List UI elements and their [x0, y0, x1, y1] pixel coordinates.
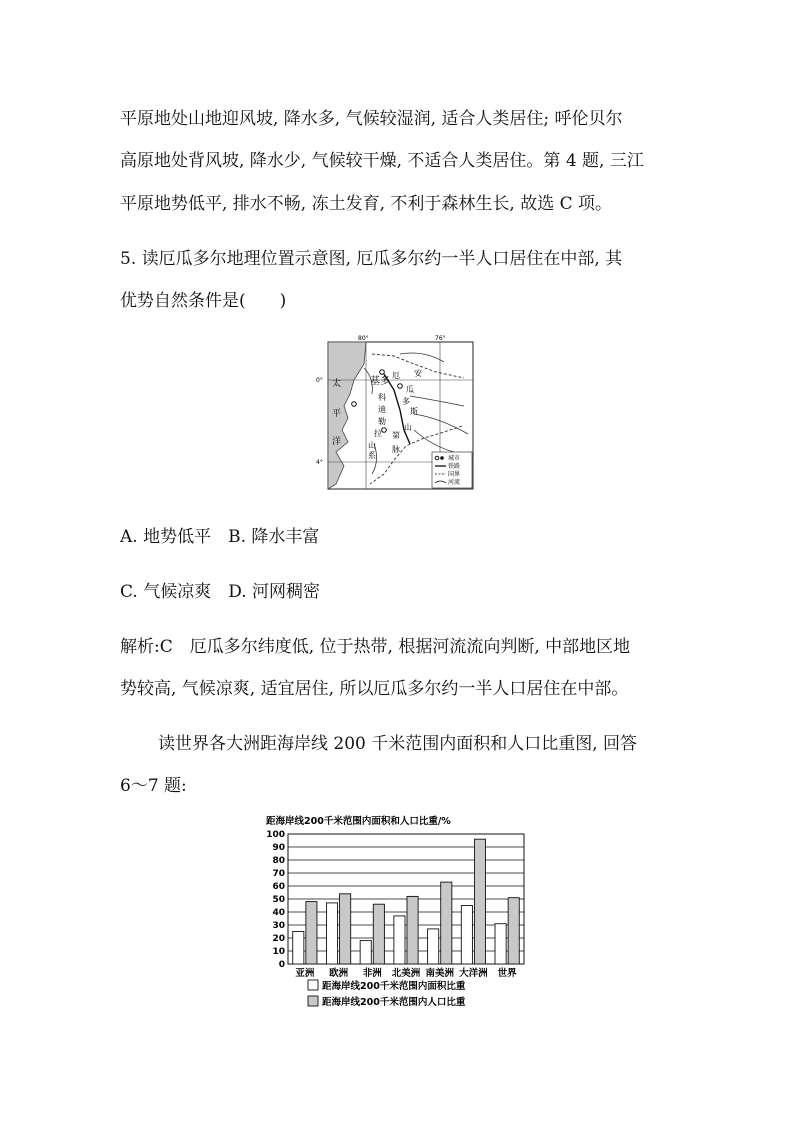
bar-area-3 — [394, 916, 405, 964]
legend-railway: 铁路 — [448, 463, 461, 470]
legend-border: 国界 — [448, 471, 461, 478]
y-tick-label: 50 — [272, 895, 285, 905]
place-label: 多 — [380, 376, 390, 387]
bar-population-4 — [441, 882, 452, 964]
y-tick-label: 20 — [272, 934, 285, 944]
y-tick-label: 40 — [272, 908, 285, 918]
answer-line-1: 解析:C 厄瓜多尔纬度低, 位于热带, 根据河流流向判断, 中部地区地 — [120, 637, 631, 657]
ocean-label-3: 洋 — [332, 437, 342, 447]
place-label: 勒 — [378, 417, 386, 426]
place-label: 山 — [368, 441, 376, 450]
bar-area-4 — [428, 929, 439, 964]
chart-title: 距海岸线200千米范围内面积和人口比重/% — [266, 816, 451, 827]
place-label: 脉 — [392, 445, 400, 454]
intro-line-2: 6～7 题: — [120, 776, 187, 796]
question-5-line-1: 5. 读厄瓜多尔地理位置示意图, 厄瓜多尔约一半人口居住在中部, 其 — [120, 249, 623, 269]
legend-label: 距海岸线200千米范围内面积比重 — [322, 981, 466, 992]
lat-label-0: 0° — [316, 377, 323, 384]
y-tick-label: 80 — [272, 856, 285, 866]
bar-population-0 — [306, 902, 317, 964]
answer-line-2: 势较高, 气候凉爽, 适宜居住, 所以厄瓜多尔约一半人口居住在中部。 — [120, 679, 629, 699]
lon-label-76: 76° — [435, 335, 446, 342]
ocean-label-1: 太 — [332, 379, 342, 389]
bar-chart — [262, 812, 534, 1027]
ecuador-map — [314, 334, 476, 494]
city-marker — [398, 384, 403, 389]
paragraph-line-2: 高原地处背风坡, 降水少, 气候较干燥, 不适合人类居住。第 4 题, 三江 — [120, 151, 644, 171]
lat-label-4: 4° — [316, 459, 323, 466]
bar-area-6 — [495, 924, 506, 964]
place-label: 基 — [370, 376, 380, 387]
bar-population-1 — [340, 894, 351, 964]
option-a-b: A. 地势低平 B. 降水丰富 — [120, 527, 320, 547]
legend-swatch — [308, 996, 318, 1006]
y-tick-label: 30 — [272, 921, 285, 931]
bar-population-3 — [407, 896, 418, 964]
place-label: 瓜 — [406, 385, 414, 394]
place-label: 系 — [368, 451, 376, 460]
place-label: 拉 — [374, 429, 382, 438]
place-label: 厄 — [392, 371, 400, 380]
place-label: 安 — [414, 369, 422, 378]
x-tick-label: 非洲 — [362, 968, 382, 979]
paragraph-line-3: 平原地势低平, 排水不畅, 冻土发育, 不利于森林生长, 故选 C 项。 — [120, 194, 613, 214]
x-tick-label: 北美洲 — [391, 968, 421, 979]
legend-river: 河流 — [448, 479, 461, 486]
place-label: 第 — [392, 431, 400, 440]
legend-swatch — [308, 980, 318, 990]
intro-line-1: 读世界各大洲距海岸线 200 千米范围内面积和人口比重图, 回答 — [158, 734, 638, 754]
option-c-d: C. 气候凉爽 D. 河网稠密 — [120, 582, 321, 602]
y-tick-label: 90 — [272, 843, 285, 853]
y-tick-label: 0 — [278, 960, 285, 970]
city-marker — [352, 402, 357, 407]
legend-label: 距海岸线200千米范围内人口比重 — [322, 997, 466, 1008]
paragraph-line-1: 平原地处山地迎风坡, 降水多, 气候较湿润, 适合人类居住; 呼伦贝尔 — [120, 109, 623, 129]
x-tick-label: 欧洲 — [329, 968, 349, 979]
lon-label-80: 80° — [358, 335, 369, 342]
ocean-label-2: 平 — [332, 409, 342, 419]
place-label: 多 — [402, 397, 410, 406]
x-tick-label: 大洋洲 — [459, 968, 488, 979]
bar-area-0 — [293, 932, 304, 965]
legend-city: 城市 — [448, 455, 461, 462]
city-marker — [380, 370, 385, 375]
y-tick-label: 100 — [266, 830, 285, 840]
bar-population-2 — [373, 904, 384, 964]
place-label: 迪 — [378, 405, 386, 414]
bar-population-6 — [508, 898, 519, 964]
x-tick-label: 亚洲 — [295, 968, 315, 979]
question-5-line-2: 优势自然条件是( ) — [120, 291, 287, 311]
bar-area-5 — [461, 906, 472, 965]
x-tick-label: 世界 — [497, 968, 517, 979]
place-label: 山 — [404, 423, 412, 432]
place-label: 科 — [378, 393, 386, 402]
bar-population-5 — [474, 839, 485, 964]
bar-area-2 — [360, 941, 371, 964]
bar-area-1 — [326, 903, 337, 964]
y-tick-label: 70 — [272, 869, 285, 879]
place-label: 斯 — [410, 407, 418, 416]
x-tick-label: 南美洲 — [425, 968, 454, 979]
y-tick-label: 60 — [272, 882, 285, 892]
city-marker — [382, 428, 387, 433]
y-tick-label: 10 — [272, 947, 285, 957]
